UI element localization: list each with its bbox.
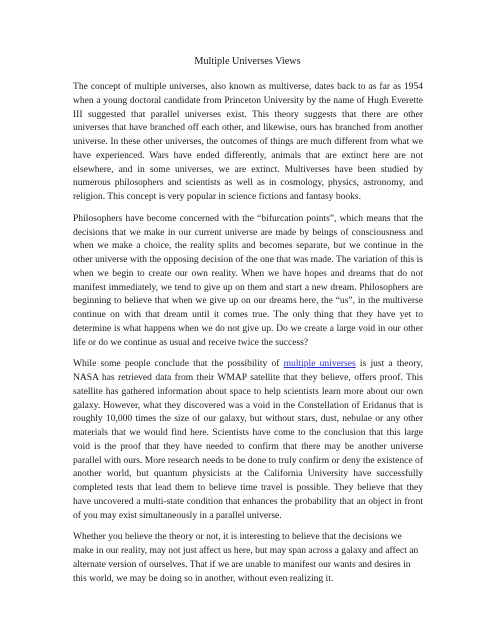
paragraph-4: Whether you believe the theory or not, it is interesting to believe that the decisions we make in our reality, may not just affect us here, but may span across a galaxy and affect an alternate version of ourselves. That if we are unable to manifest our wants and desires in this world, we may be doing so in another, without even realizing it. [73, 531, 419, 584]
paragraph-3-start: While some people conclude that the possibility of [73, 358, 284, 370]
paragraph-1: The concept of multiple universes, also known as multiverse, dates back to as far as 1954 when a young doctoral candidate from Princeton University by the name of Hugh Everette III suggested that parallel universes exist. This theory suggests that there are other universes that have branched off each other, and likewise, ours has branched from another universe. In these other universes, the outcomes of things are much different from what we have experienced. Wars have ended differently, animals that are extinct here are not elsewhere, and in some universes, we are extinct. Multiverses have been studied by numerous philosophers and scientists as well as in cosmology, physics, astronomy, and religion. This concept is very popular in science fictions and fantasy books. [73, 81, 423, 202]
paragraph-2: Philosophers have become concerned with the “bifurcation points”, which means that the decisions that we make in our current universe are made by beings of consciousness and when we make a choice, the reality splits and becomes separate, but we continue in the other universe with the opposing decision of the one that was made. The variation of this is when we begin to create our own reality. When we have hopes and dreams that do not manifest immediately, we tend to give up on them and start a new dream. Philosophers are beginning to believe that when we give up on our dreams here, the “us”, in the multiverse continue on with that dream until it comes true. The only thing that they have yet to determine is what happens when we do not give up. Do we create a large void in our other life or do we continue as usual and receive twice the success? [73, 212, 423, 348]
paragraph-3 [73, 357, 423, 522]
paragraph-3-end: is just a theory, NASA has retrieved data from their WMAP satellite that they believe, offers proof. This satellite has gathered information about space to help scientists learn more about our own galaxy. However, what they discovered was a void in the Constellation of Eridanus that is roughly 10,000 times the size of our galaxy, but without stars, dust, nebulae or any other materials that we would find here. Scientists have come to the conclusion that this large void is the proof that they have needed to confirm that there may be another universe parallel with ours. More research needs to be done to truly confirm or deny the existence of another world, but quantum physicists at the California University have successfully completed tests that lead them to believe time travel is possible. They believe that they have uncovered a multi-state condition that enhances the probability that an object in front of you may exist simultaneously in a parallel universe. [73, 358, 424, 521]
multiple-universes-link[interactable]: multiple universes [283, 358, 356, 370]
document-title: Multiple Universes Views [194, 56, 301, 67]
document-body [73, 80, 423, 593]
